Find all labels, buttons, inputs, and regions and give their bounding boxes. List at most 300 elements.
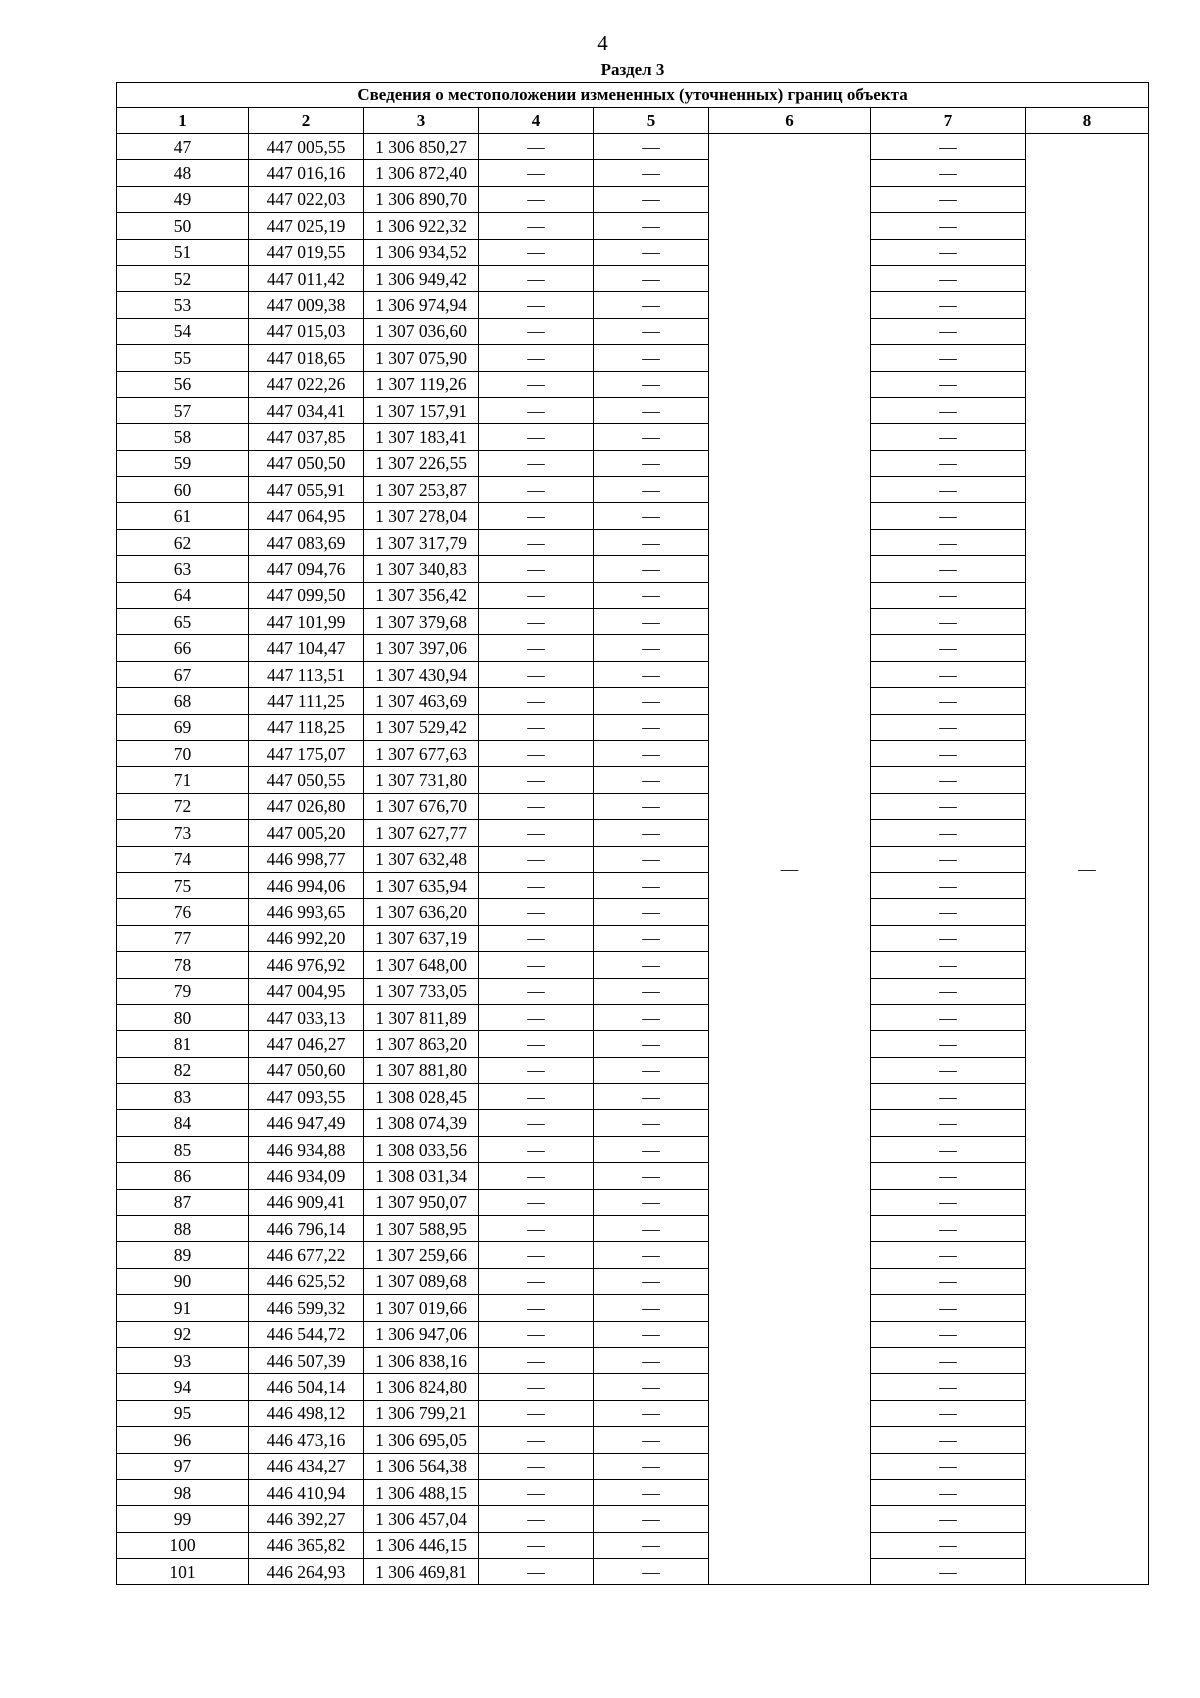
point-number-cell: 90 [117,1268,249,1294]
column-5-cell: — [594,1506,709,1532]
point-number-cell: 97 [117,1453,249,1479]
coordinate-x-cell: 447 034,41 [249,397,364,423]
column-5-cell: — [594,1374,709,1400]
column-5-cell: — [594,134,709,160]
page-number: 4 [597,31,608,55]
table-row [117,609,1149,635]
coordinate-x-cell: 447 111,25 [249,688,364,714]
point-number-cell: 50 [117,213,249,239]
point-number-cell: 69 [117,714,249,740]
coordinate-x-cell: 447 050,55 [249,767,364,793]
table-row [117,1295,1149,1321]
coordinate-y-cell: 1 307 379,68 [364,609,479,635]
table-row [117,345,1149,371]
column-8-merged-cell: — [1026,134,1149,1585]
coordinate-y-cell: 1 307 811,89 [364,1004,479,1030]
column-5-cell: — [594,213,709,239]
column-7-cell: — [871,186,1026,212]
table-row [117,1189,1149,1215]
column-5-cell: — [594,1295,709,1321]
point-number-cell: 74 [117,846,249,872]
column-4-cell: — [479,661,594,687]
column-7-cell: — [871,635,1026,661]
table-row [117,1057,1149,1083]
column-5-cell: — [594,450,709,476]
point-number-cell: 79 [117,978,249,1004]
table-row [117,1216,1149,1242]
column-5-cell: — [594,1400,709,1426]
table-row [117,1559,1149,1585]
coordinate-y-cell: 1 308 028,45 [364,1084,479,1110]
coordinate-x-cell: 446 976,92 [249,952,364,978]
column-4-cell: — [479,767,594,793]
coordinate-y-cell: 1 307 430,94 [364,661,479,687]
point-number-cell: 72 [117,793,249,819]
point-number-cell: 49 [117,186,249,212]
column-7-cell: — [871,1506,1026,1532]
column-7-cell: — [871,1559,1026,1585]
coordinate-x-cell: 446 504,14 [249,1374,364,1400]
point-number-cell: 62 [117,529,249,555]
column-7-cell: — [871,767,1026,793]
column-4-cell: — [479,582,594,608]
column-4-cell: — [479,846,594,872]
coordinate-y-cell: 1 306 799,21 [364,1400,479,1426]
column-4-cell: — [479,213,594,239]
table-row [117,1031,1149,1057]
coordinate-y-cell: 1 307 340,83 [364,556,479,582]
table-row [117,978,1149,1004]
table-row [117,424,1149,450]
column-5-cell: — [594,503,709,529]
column-7-cell: — [871,529,1026,555]
column-5-cell: — [594,714,709,740]
column-4-cell: — [479,1004,594,1030]
point-number-cell: 75 [117,872,249,898]
point-number-cell: 91 [117,1295,249,1321]
coordinate-y-cell: 1 307 648,00 [364,952,479,978]
coordinate-x-cell: 446 498,12 [249,1400,364,1426]
table-row [117,450,1149,476]
column-5-cell: — [594,345,709,371]
point-number-cell: 99 [117,1506,249,1532]
column-4-cell: — [479,714,594,740]
column-7-cell: — [871,661,1026,687]
column-5-cell: — [594,1242,709,1268]
column-5-cell: — [594,265,709,291]
coordinate-y-cell: 1 307 627,77 [364,820,479,846]
point-number-cell: 78 [117,952,249,978]
column-7-cell: — [871,1479,1026,1505]
coordinate-x-cell: 447 046,27 [249,1031,364,1057]
section-title: Раздел 3 [600,60,665,79]
point-number-cell: 70 [117,740,249,766]
point-number-cell: 55 [117,345,249,371]
coordinate-y-cell: 1 306 695,05 [364,1427,479,1453]
point-number-cell: 68 [117,688,249,714]
coordinate-x-cell: 446 544,72 [249,1321,364,1347]
column-header: 2 [249,108,364,134]
coordinate-y-cell: 1 307 157,91 [364,397,479,423]
coordinate-y-cell: 1 307 253,87 [364,477,479,503]
coordinate-x-cell: 446 507,39 [249,1347,364,1373]
column-7-cell: — [871,978,1026,1004]
coordinate-y-cell: 1 306 488,15 [364,1479,479,1505]
column-4-cell: — [479,239,594,265]
table-row [117,1321,1149,1347]
coordinate-x-cell: 446 625,52 [249,1268,364,1294]
point-number-cell: 65 [117,609,249,635]
coordinate-x-cell: 446 392,27 [249,1506,364,1532]
column-7-cell: — [871,477,1026,503]
point-number-cell: 77 [117,925,249,951]
column-6-merged-cell: — [709,134,871,1585]
coordinate-x-cell: 447 009,38 [249,292,364,318]
coordinate-x-cell: 447 055,91 [249,477,364,503]
coordinate-y-cell: 1 307 950,07 [364,1189,479,1215]
point-number-cell: 82 [117,1057,249,1083]
coordinate-x-cell: 447 016,16 [249,160,364,186]
coordinate-y-cell: 1 307 397,06 [364,635,479,661]
table-row [117,371,1149,397]
column-4-cell: — [479,1532,594,1558]
column-7-cell: — [871,846,1026,872]
column-7-cell: — [871,1453,1026,1479]
column-5-cell: — [594,371,709,397]
coordinate-x-cell: 446 993,65 [249,899,364,925]
column-4-cell: — [479,1268,594,1294]
table-row [117,1004,1149,1030]
coordinate-x-cell: 446 796,14 [249,1216,364,1242]
column-7-cell: — [871,952,1026,978]
column-5-cell: — [594,1268,709,1294]
column-5-cell: — [594,1216,709,1242]
coordinate-y-cell: 1 307 259,66 [364,1242,479,1268]
coordinate-y-cell: 1 306 838,16 [364,1347,479,1373]
coordinate-y-cell: 1 306 974,94 [364,292,479,318]
table-row [117,1427,1149,1453]
column-4-cell: — [479,371,594,397]
column-4-cell: — [479,635,594,661]
column-4-cell: — [479,529,594,555]
point-number-cell: 58 [117,424,249,450]
column-5-cell: — [594,740,709,766]
point-number-cell: 51 [117,239,249,265]
coordinate-y-cell: 1 307 036,60 [364,318,479,344]
point-number-cell: 85 [117,1136,249,1162]
point-number-cell: 84 [117,1110,249,1136]
column-5-cell: — [594,688,709,714]
coordinate-x-cell: 447 033,13 [249,1004,364,1030]
table-row [117,688,1149,714]
column-7-cell: — [871,1242,1026,1268]
column-7-cell: — [871,1400,1026,1426]
coordinate-x-cell: 447 022,03 [249,186,364,212]
column-7-cell: — [871,318,1026,344]
column-7-cell: — [871,1136,1026,1162]
column-4-cell: — [479,1559,594,1585]
coordinate-x-cell: 446 264,93 [249,1559,364,1585]
table-row [117,1163,1149,1189]
table-row [117,582,1149,608]
column-5-cell: — [594,397,709,423]
column-7-cell: — [871,239,1026,265]
point-number-cell: 54 [117,318,249,344]
column-4-cell: — [479,1427,594,1453]
coordinate-x-cell: 446 677,22 [249,1242,364,1268]
column-5-cell: — [594,186,709,212]
table-row [117,1347,1149,1373]
coordinate-x-cell: 446 934,88 [249,1136,364,1162]
column-4-cell: — [479,740,594,766]
coordinate-x-cell: 447 094,76 [249,556,364,582]
coordinate-x-cell: 446 599,32 [249,1295,364,1321]
column-4-cell: — [479,556,594,582]
table-row [117,213,1149,239]
column-4-cell: — [479,1084,594,1110]
table-row [117,1374,1149,1400]
column-7-cell: — [871,1532,1026,1558]
column-4-cell: — [479,134,594,160]
column-7-cell: — [871,265,1026,291]
point-number-cell: 76 [117,899,249,925]
column-5-cell: — [594,1559,709,1585]
column-5-cell: — [594,1189,709,1215]
point-number-cell: 47 [117,134,249,160]
table-row [117,1110,1149,1136]
column-7-cell: — [871,1216,1026,1242]
table-row [117,1136,1149,1162]
coordinate-y-cell: 1 307 676,70 [364,793,479,819]
coordinate-x-cell: 447 064,95 [249,503,364,529]
table-row [117,1532,1149,1558]
column-5-cell: — [594,1110,709,1136]
coordinate-y-cell: 1 307 588,95 [364,1216,479,1242]
coordinate-y-cell: 1 307 226,55 [364,450,479,476]
coordinates-table [116,82,1149,1585]
point-number-cell: 89 [117,1242,249,1268]
column-4-cell: — [479,160,594,186]
column-7-cell: — [871,213,1026,239]
coordinate-x-cell: 447 099,50 [249,582,364,608]
table-row [117,1479,1149,1505]
column-7-cell: — [871,582,1026,608]
coordinate-y-cell: 1 306 934,52 [364,239,479,265]
coordinate-y-cell: 1 307 731,80 [364,767,479,793]
coordinate-y-cell: 1 306 824,80 [364,1374,479,1400]
coordinate-x-cell: 446 473,16 [249,1427,364,1453]
column-7-cell: — [871,714,1026,740]
point-number-cell: 57 [117,397,249,423]
point-number-cell: 63 [117,556,249,582]
column-5-cell: — [594,635,709,661]
column-header: 5 [594,108,709,134]
coordinate-x-cell: 447 018,65 [249,345,364,371]
column-7-cell: — [871,1110,1026,1136]
column-4-cell: — [479,1321,594,1347]
coordinate-y-cell: 1 306 457,04 [364,1506,479,1532]
column-7-cell: — [871,134,1026,160]
column-5-cell: — [594,1136,709,1162]
column-header: 6 [709,108,871,134]
column-5-cell: — [594,767,709,793]
point-number-cell: 96 [117,1427,249,1453]
column-4-cell: — [479,424,594,450]
point-number-cell: 61 [117,503,249,529]
table-row [117,1084,1149,1110]
table-row [117,397,1149,423]
column-header: 4 [479,108,594,134]
point-number-cell: 64 [117,582,249,608]
point-number-cell: 88 [117,1216,249,1242]
point-number-cell: 93 [117,1347,249,1373]
column-5-cell: — [594,1479,709,1505]
column-7-cell: — [871,793,1026,819]
coordinate-x-cell: 447 050,60 [249,1057,364,1083]
column-header: 1 [117,108,249,134]
table-row [117,1268,1149,1294]
coordinate-y-cell: 1 308 074,39 [364,1110,479,1136]
point-number-cell: 80 [117,1004,249,1030]
column-4-cell: — [479,1506,594,1532]
column-7-cell: — [871,820,1026,846]
column-4-cell: — [479,899,594,925]
point-number-cell: 81 [117,1031,249,1057]
coordinate-x-cell: 446 994,06 [249,872,364,898]
table-row [117,635,1149,661]
coordinate-x-cell: 447 005,20 [249,820,364,846]
table-row [117,556,1149,582]
table-row [117,952,1149,978]
column-4-cell: — [479,1479,594,1505]
column-7-cell: — [871,1004,1026,1030]
table-row [117,318,1149,344]
point-number-cell: 66 [117,635,249,661]
column-4-cell: — [479,978,594,1004]
column-5-cell: — [594,239,709,265]
coordinate-y-cell: 1 307 183,41 [364,424,479,450]
coordinate-x-cell: 447 019,55 [249,239,364,265]
column-7-cell: — [871,872,1026,898]
column-5-cell: — [594,978,709,1004]
column-5-cell: — [594,793,709,819]
table-row [117,160,1149,186]
column-7-cell: — [871,1268,1026,1294]
column-header: 3 [364,108,479,134]
column-5-cell: — [594,292,709,318]
column-7-cell: — [871,371,1026,397]
coordinate-y-cell: 1 307 317,79 [364,529,479,555]
column-4-cell: — [479,477,594,503]
column-4-cell: — [479,688,594,714]
point-number-cell: 59 [117,450,249,476]
table-row [117,529,1149,555]
column-7-cell: — [871,1031,1026,1057]
point-number-cell: 73 [117,820,249,846]
coordinate-x-cell: 446 947,49 [249,1110,364,1136]
coordinate-x-cell: 447 026,80 [249,793,364,819]
table-body [117,134,1149,1585]
column-7-cell: — [871,1163,1026,1189]
column-7-cell: — [871,609,1026,635]
table-row [117,503,1149,529]
table-row [117,793,1149,819]
coordinate-y-cell: 1 306 872,40 [364,160,479,186]
column-5-cell: — [594,899,709,925]
coordinate-x-cell: 447 113,51 [249,661,364,687]
coordinate-x-cell: 447 022,26 [249,371,364,397]
column-7-cell: — [871,160,1026,186]
column-5-cell: — [594,872,709,898]
coordinate-x-cell: 446 909,41 [249,1189,364,1215]
coordinate-y-cell: 1 307 632,48 [364,846,479,872]
coordinate-y-cell: 1 306 890,70 [364,186,479,212]
column-4-cell: — [479,318,594,344]
column-4-cell: — [479,1136,594,1162]
table-row [117,1453,1149,1479]
table-row [117,846,1149,872]
coordinate-x-cell: 447 083,69 [249,529,364,555]
coordinate-y-cell: 1 307 636,20 [364,899,479,925]
column-5-cell: — [594,1453,709,1479]
coordinate-x-cell: 447 104,47 [249,635,364,661]
table-row [117,265,1149,291]
column-5-cell: — [594,1163,709,1189]
coordinate-x-cell: 447 005,55 [249,134,364,160]
column-5-cell: — [594,1321,709,1347]
point-number-cell: 83 [117,1084,249,1110]
point-number-cell: 86 [117,1163,249,1189]
column-5-cell: — [594,1004,709,1030]
column-7-cell: — [871,688,1026,714]
column-4-cell: — [479,1163,594,1189]
coordinate-x-cell: 447 037,85 [249,424,364,450]
column-5-cell: — [594,661,709,687]
coordinate-y-cell: 1 306 469,81 [364,1559,479,1585]
column-4-cell: — [479,1216,594,1242]
table-row [117,740,1149,766]
column-5-cell: — [594,318,709,344]
coordinate-x-cell: 446 998,77 [249,846,364,872]
column-4-cell: — [479,1057,594,1083]
column-7-cell: — [871,740,1026,766]
coordinate-x-cell: 447 101,99 [249,609,364,635]
column-4-cell: — [479,186,594,212]
column-4-cell: — [479,1347,594,1373]
column-4-cell: — [479,1110,594,1136]
column-7-cell: — [871,450,1026,476]
table-row [117,925,1149,951]
point-number-cell: 87 [117,1189,249,1215]
coordinate-x-cell: 446 992,20 [249,925,364,951]
coordinate-y-cell: 1 307 356,42 [364,582,479,608]
coordinate-x-cell: 446 410,94 [249,1479,364,1505]
coordinate-y-cell: 1 308 033,56 [364,1136,479,1162]
column-7-cell: — [871,1347,1026,1373]
table-row [117,714,1149,740]
coordinate-y-cell: 1 306 949,42 [364,265,479,291]
point-number-cell: 56 [117,371,249,397]
point-number-cell: 100 [117,1532,249,1558]
table-row [117,239,1149,265]
coordinate-x-cell: 447 004,95 [249,978,364,1004]
column-4-cell: — [479,872,594,898]
coordinate-y-cell: 1 307 677,63 [364,740,479,766]
column-4-cell: — [479,265,594,291]
table-row [117,186,1149,212]
coordinate-y-cell: 1 307 733,05 [364,978,479,1004]
column-7-cell: — [871,1057,1026,1083]
